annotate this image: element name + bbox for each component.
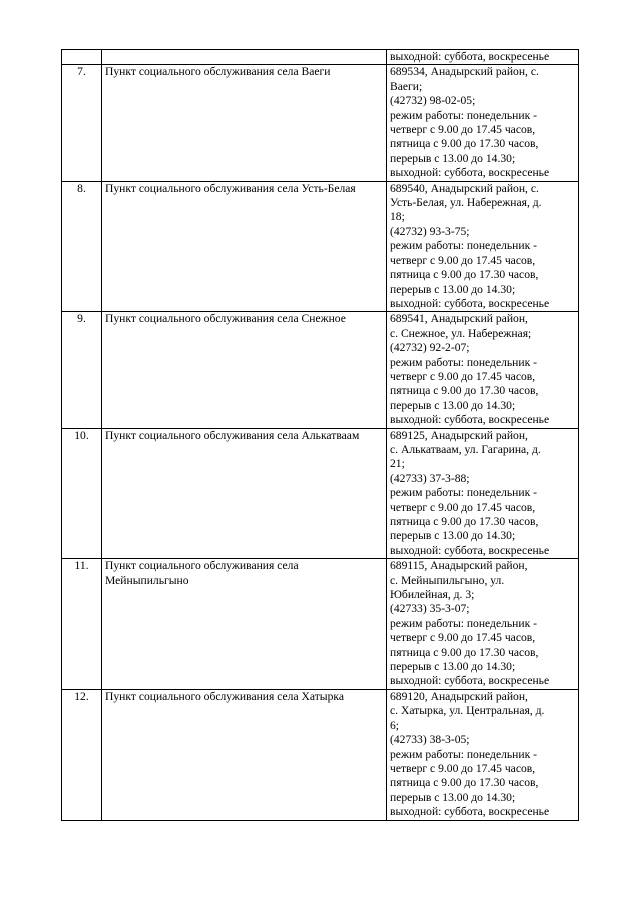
info-line: пятница с 9.00 до 17.30 часов, bbox=[390, 137, 539, 151]
contact-info-cell bbox=[387, 559, 579, 690]
info-line: режим работы: понедельник - bbox=[390, 616, 537, 630]
info-line: 18; bbox=[390, 210, 405, 224]
info-line: 6; bbox=[390, 718, 400, 732]
table-row-continued bbox=[62, 50, 579, 65]
info-line: выходной: суббота, воскресенье bbox=[390, 674, 550, 688]
info-line: (42732) 92-2-07; bbox=[390, 341, 470, 355]
info-line: перерыв с 13.00 до 14.30; bbox=[390, 660, 516, 674]
info-line: 689541, Анадырский район, bbox=[390, 312, 528, 326]
table-row bbox=[62, 65, 579, 181]
info-line: режим работы: понедельник - bbox=[390, 486, 537, 500]
info-line: выходной: суббота, воскресенье bbox=[390, 413, 550, 427]
row-number: 11. bbox=[62, 559, 102, 690]
info-line: (42733) 38-3-05; bbox=[390, 733, 470, 747]
info-line: 689125, Анадырский район, bbox=[390, 428, 528, 442]
info-line: режим работы: понедельник - bbox=[390, 239, 537, 253]
info-line: пятница с 9.00 до 17.30 часов, bbox=[390, 384, 539, 398]
row-number: 7. bbox=[62, 65, 102, 181]
info-line: выходной: суббота, воскресенье bbox=[390, 296, 550, 310]
info-line: Ваеги; bbox=[390, 79, 423, 93]
contact-info-cell bbox=[387, 689, 579, 820]
table-row bbox=[62, 181, 579, 312]
row-number: 8. bbox=[62, 181, 102, 312]
info-line: с. Мейныпильгыно, ул. bbox=[390, 573, 505, 587]
service-point-name: Пункт социального обслуживания села Снежное bbox=[102, 312, 387, 428]
info-line: четверг с 9.00 до 17.45 часов, bbox=[390, 253, 536, 267]
info-line: 21; bbox=[390, 457, 405, 471]
info-line: 689540, Анадырский район, с. bbox=[390, 181, 539, 195]
contact-info-cell bbox=[387, 312, 579, 428]
row-number: 9. bbox=[62, 312, 102, 428]
info-line: режим работы: понедельник - bbox=[390, 747, 537, 761]
info-line: пятница с 9.00 до 17.30 часов, bbox=[390, 776, 539, 790]
info-line: пятница с 9.00 до 17.30 часов, bbox=[390, 268, 539, 282]
info-line: Усть-Белая, ул. Набережная, д. bbox=[390, 196, 542, 210]
info-line: (42732) 98-02-05; bbox=[390, 94, 476, 108]
service-point-name: Пункт социального обслуживания села Алькатваам bbox=[102, 428, 387, 559]
contact-info-cell bbox=[387, 181, 579, 312]
info-line: выходной: суббота, воскресенье bbox=[390, 166, 550, 180]
info-line: с. Хатырка, ул. Центральная, д. bbox=[390, 704, 545, 718]
info-line: пятница с 9.00 до 17.30 часов, bbox=[390, 515, 539, 528]
info-line: (42732) 93-3-75; bbox=[390, 224, 470, 238]
table-row bbox=[62, 428, 579, 559]
service-point-name: Пункт социального обслуживания села Хатырка bbox=[102, 689, 387, 820]
info-line: 689115, Анадырский район, bbox=[390, 559, 528, 573]
info-line: с. Алькатваам, ул. Гагарина, д. bbox=[390, 442, 541, 456]
info-line: (42733) 35-3-07; bbox=[390, 602, 470, 616]
info-line: Юбилейная, д. 3; bbox=[390, 588, 475, 602]
contact-info-cell bbox=[387, 50, 579, 65]
info-line: 689534, Анадырский район, с. bbox=[390, 65, 539, 79]
table-row bbox=[62, 689, 579, 820]
info-line: четверг с 9.00 до 17.45 часов, bbox=[390, 123, 536, 137]
info-line: перерыв с 13.00 до 14.30; bbox=[390, 529, 516, 543]
contact-info-cell bbox=[387, 428, 579, 559]
table-body bbox=[62, 50, 579, 821]
info-line: четверг с 9.00 до 17.45 часов, bbox=[390, 631, 536, 645]
name-cell bbox=[102, 50, 387, 65]
info-line: четверг с 9.00 до 17.45 часов, bbox=[390, 369, 536, 383]
info-line: перерыв с 13.00 до 14.30; bbox=[390, 151, 516, 165]
info-line: выходной: суббота, воскресенье bbox=[390, 50, 550, 63]
info-line: режим работы: понедельник - bbox=[390, 108, 537, 122]
info-line: пятница с 9.00 до 17.30 часов, bbox=[390, 645, 539, 659]
service-point-name: Пункт социального обслуживания села Ваеги bbox=[102, 65, 387, 181]
info-line: четверг с 9.00 до 17.45 часов, bbox=[390, 500, 536, 514]
info-line: (42733) 37-3-88; bbox=[390, 471, 470, 485]
service-point-name: Пункт социального обслуживания села Мейныпильгыно bbox=[102, 559, 387, 690]
info-line: с. Снежное, ул. Набережная; bbox=[390, 326, 532, 340]
info-line: выходной: суббота, воскресенье bbox=[390, 805, 550, 819]
info-line: перерыв с 13.00 до 14.30; bbox=[390, 282, 516, 296]
info-line: 689120, Анадырский район, bbox=[390, 689, 528, 703]
social-service-points-table bbox=[61, 49, 579, 821]
info-line: режим работы: понедельник - bbox=[390, 355, 537, 369]
info-line: четверг с 9.00 до 17.45 часов, bbox=[390, 761, 536, 775]
row-number: 10. bbox=[62, 428, 102, 559]
info-line: выходной: суббота, воскресенье bbox=[390, 543, 550, 557]
number-cell bbox=[62, 50, 102, 65]
table-row bbox=[62, 559, 579, 690]
info-line: перерыв с 13.00 до 14.30; bbox=[390, 398, 516, 412]
service-point-name: Пункт социального обслуживания села Усть-Белая bbox=[102, 181, 387, 312]
contact-info-cell bbox=[387, 65, 579, 181]
info-line: перерыв с 13.00 до 14.30; bbox=[390, 790, 516, 804]
table-row bbox=[62, 312, 579, 428]
row-number: 12. bbox=[62, 689, 102, 820]
